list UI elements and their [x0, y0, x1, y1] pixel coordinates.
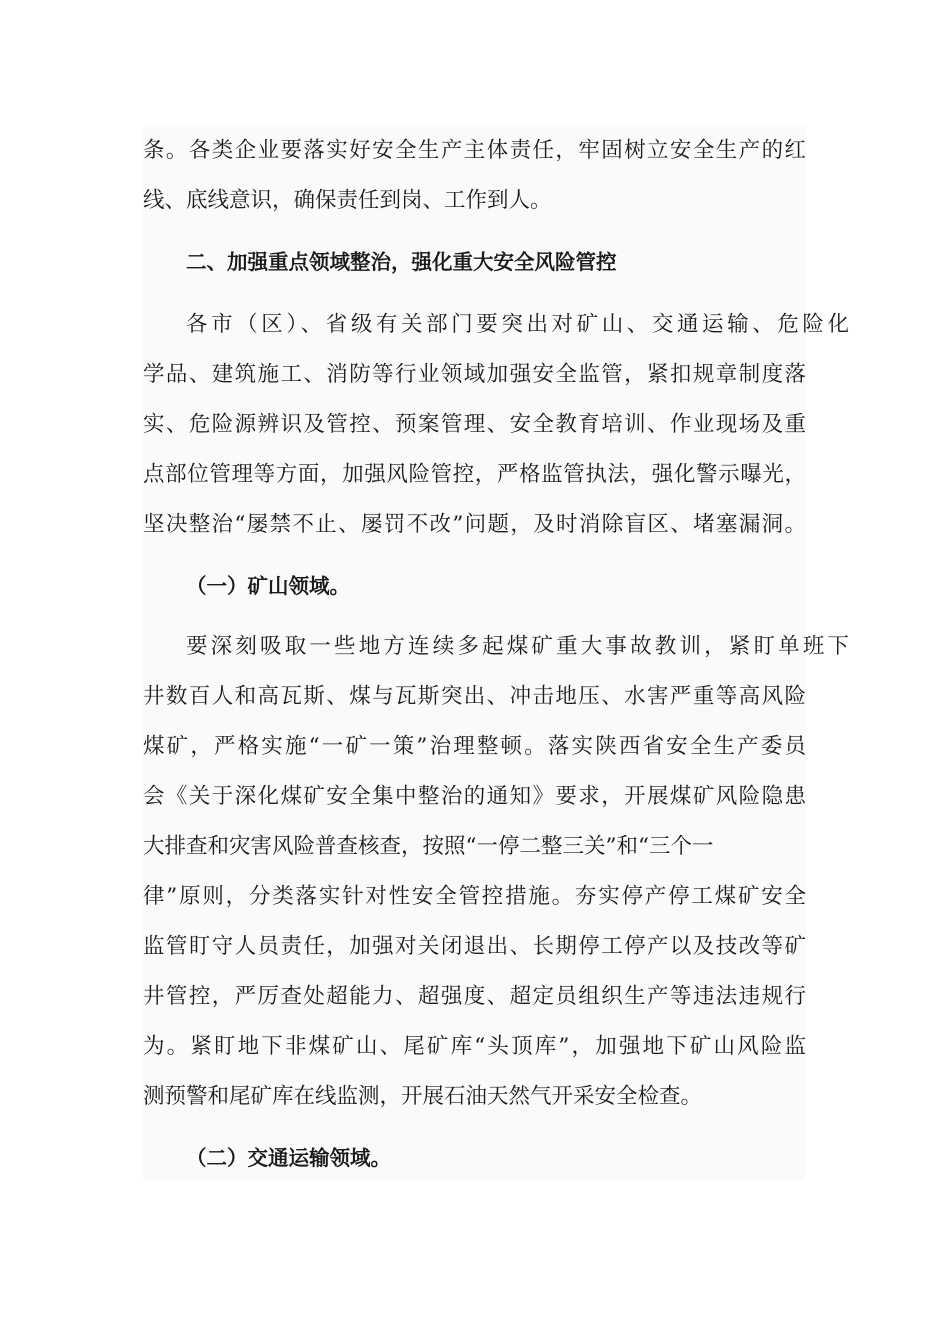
body-line: 点部位管理等方面，加强风险管控，严格监管执法，强化警示曝光， — [143, 462, 806, 487]
body-line: 实、危险源辨识及管控、预案管理、安全教育培训、作业现场及重 — [143, 412, 806, 437]
body-line: 井管控，严厉查处超能力、超强度、超定员组织生产等违法违规行 — [143, 984, 806, 1009]
body-line: 学品、建筑施工、消防等行业领域加强安全监管，紧扣规章制度落 — [143, 362, 806, 387]
body-line: 要深刻吸取一些地方连续多起煤矿重大事故教训，紧盯单班下 — [186, 634, 849, 659]
body-line: 井数百人和高瓦斯、煤与瓦斯突出、冲击地压、水害严重等高风险 — [143, 684, 806, 709]
body-line: 各市（区）、省级有关部门要突出对矿山、交通运输、危险化 — [186, 312, 849, 337]
body-line: 煤矿，严格实施“一矿一策”治理整顿。落实陕西省安全生产委员 — [143, 734, 806, 759]
body-line: 测预警和尾矿库在线监测，开展石油天然气开采安全检查。 — [143, 1084, 703, 1109]
body-line: 会《关于深化煤矿安全集中整治的通知》要求，开展煤矿风险隐患 — [143, 784, 806, 809]
body-line: 大排查和灾害风险普查核查，按照“一停二整三关”和“三个一 — [143, 834, 714, 859]
section-heading: 二、加强重点领域整治，强化重大安全风险管控 — [186, 250, 617, 274]
body-line: 坚决整治“屡禁不止、屡罚不改”问题，及时消除盲区、堵塞漏洞。 — [143, 512, 806, 537]
body-line: 线、底线意识，确保责任到岗、工作到人。 — [143, 188, 552, 213]
body-line: 为。紧盯地下非煤矿山、尾矿库“头顶库”，加强地下矿山风险监 — [143, 1034, 806, 1059]
document-text-block — [143, 125, 849, 1180]
body-line: 条。各类企业要落实好安全生产主体责任，牢固树立安全生产的红 — [143, 138, 806, 163]
body-line: 律”原则，分类落实针对性安全管控措施。夯实停产停工煤矿安全 — [143, 884, 806, 909]
subsection-heading: （一）矿山领域。 — [186, 574, 350, 598]
subsection-heading: （二）交通运输领域。 — [186, 1146, 391, 1170]
body-line: 监管盯守人员责任，加强对关闭退出、长期停工停产以及技改等矿 — [143, 934, 806, 959]
